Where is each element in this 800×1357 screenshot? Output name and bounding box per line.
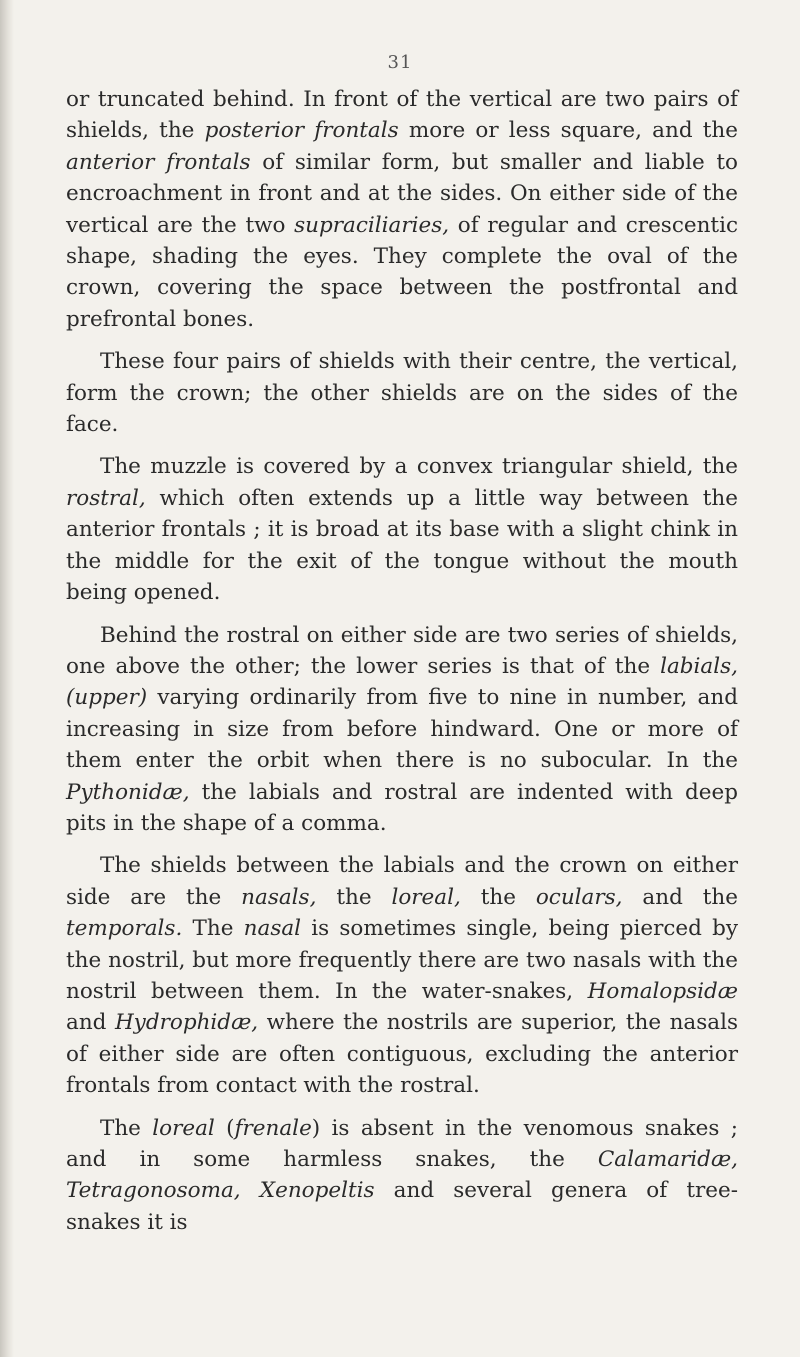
text-run: or truncated behind. In front of the vertical are two pairs of shields, the xyxy=(66,87,738,144)
italic-term: Pythonidæ, xyxy=(66,779,190,805)
italic-term: frenale xyxy=(234,1115,312,1141)
italic-term: posterior frontals xyxy=(204,118,399,144)
italic-term: supraciliaries, xyxy=(294,212,450,238)
text-run: which often extends up a little way between the anterior frontals ; it is broad at its base with a slight chink in the middle for the exit of the tongue without the mouth being opened. xyxy=(66,485,738,606)
text-run: The xyxy=(182,916,244,942)
text-run: and several genera of tree-snakes it is xyxy=(66,1178,738,1235)
text-run: Behind the rostral on either side are two series of shields, one above the other; the lower series is that of the xyxy=(66,622,738,679)
body-text xyxy=(66,84,738,1249)
text-run: the xyxy=(460,884,536,910)
text-run: is sometimes single, being pierced by the nostril, but more frequently there are two nasals with the nostril between them. In the water-snakes, xyxy=(66,916,738,1004)
text-run: and xyxy=(66,1010,115,1036)
paragraph xyxy=(66,84,738,335)
text-run: The shields between the labials and the crown on either side are the xyxy=(66,853,738,910)
text-run: and the xyxy=(622,884,738,910)
text-run: varying ordinarily from five to nine in number, and increasing in size from before hindward. One or more of them enter the orbit when there is no subocular. In the xyxy=(66,685,738,774)
paragraph xyxy=(66,346,738,440)
text-run: The muzzle is covered by a convex triangular shield, the xyxy=(100,454,738,480)
italic-term: anterior frontals xyxy=(66,149,251,175)
paragraph xyxy=(66,620,738,840)
italic-term: nasal xyxy=(243,916,302,942)
paragraph xyxy=(66,451,738,608)
text-run: more or less square, and the xyxy=(398,118,738,144)
text-run: the xyxy=(316,884,392,910)
page-gutter-shadow xyxy=(0,0,14,1357)
italic-term: nasals, xyxy=(241,884,317,910)
italic-term: labials, (upper) xyxy=(66,653,738,711)
italic-term: temporals. xyxy=(66,916,183,942)
italic-term: Calamaridæ, Tetragonosoma, Xenopeltis xyxy=(66,1147,738,1204)
italic-term: loreal, xyxy=(391,884,461,910)
text-run: ) is absent in the venomous snakes ; and in some harmless snakes, the xyxy=(66,1115,738,1172)
paragraph xyxy=(66,850,738,1101)
page-number: 31 xyxy=(387,52,413,73)
italic-term: loreal xyxy=(152,1115,215,1141)
text-run: the labials and rostral are indented with deep pits in the shape of a comma. xyxy=(66,779,738,836)
text-run: These four pairs of shields with their centre, the vertical, form the crown; the other shields are on the sides of the face. xyxy=(66,349,738,438)
italic-term: Homalopsidæ xyxy=(587,978,738,1004)
italic-term: oculars, xyxy=(535,884,623,910)
text-run: of regular and crescentic shape, shading the eyes. They complete the oval of the crown, covering the space between the postfrontal and prefrontal bones. xyxy=(66,212,738,332)
italic-term: rostral, xyxy=(66,485,146,511)
text-run: ( xyxy=(214,1115,235,1141)
text-run: where the nostrils are superior, the nasals of either side are often contiguous, excluding the anterior frontals from contact with the rostral. xyxy=(66,1010,738,1099)
text-run: of similar form, but smaller and liable to encroachment in front and at the sides. On either side of the vertical are the two xyxy=(66,149,738,238)
paragraph xyxy=(66,1113,738,1239)
italic-term: Hydrophidæ, xyxy=(114,1010,259,1036)
text-run: The xyxy=(100,1115,153,1141)
